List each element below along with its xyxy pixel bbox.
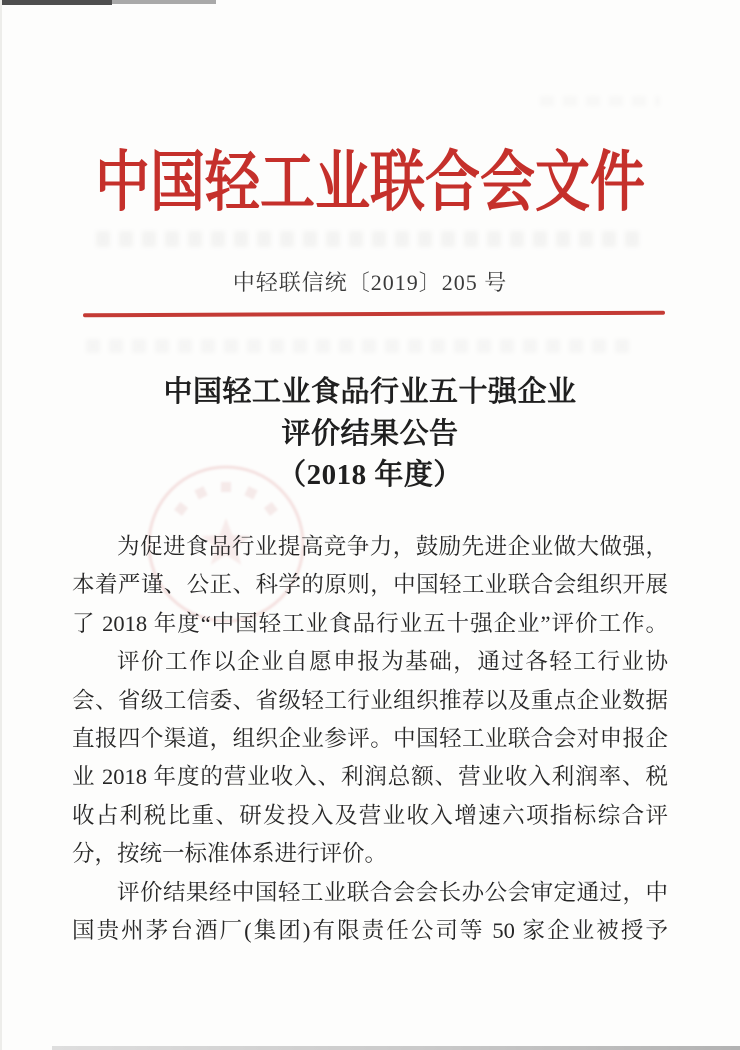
red-separator-line xyxy=(83,311,665,318)
document-header-title: 中国轻工业联合会文件 xyxy=(94,145,645,219)
body-text-line: 本着严谨、公正、科学的原则，中国轻工业联合会组织开展 xyxy=(72,572,668,598)
body-text-line: 收占利税比重、研发投入及营业收入增速六项指标综合评 xyxy=(72,802,668,828)
body-text-line: 评价结果经中国轻工业联合会会长办公会审定通过，中 xyxy=(117,879,668,905)
bleed-through-ghost xyxy=(96,231,641,247)
body-text-line: 业 2018 年度的营业收入、利润总额、营业收入利润率、税 xyxy=(72,764,668,790)
document-title-line-1: 中国轻工业食品行业五十强企业 xyxy=(163,376,577,408)
scan-artifact-top-gray xyxy=(112,0,216,4)
body-text-line: 分，按统一标准体系进行评价。 xyxy=(72,841,388,867)
body-text-line: 评价工作以企业自愿申报为基础，通过各轻工行业协 xyxy=(117,649,668,675)
document-number: 中轻联信统〔2019〕205 号 xyxy=(232,270,508,295)
document-title-line-2: 评价结果公告 xyxy=(281,417,459,450)
body-text-line: 为促进食品行业提高竞争力，鼓励先进企业做大做强， xyxy=(117,534,668,559)
body-text-line: 会、省级工信委、省级轻工行业组织推荐以及重点企业数据 xyxy=(72,687,668,713)
document-title xyxy=(0,372,740,497)
scan-artifact-top-dark xyxy=(0,0,112,5)
body-text-line: 国贵州茅台酒厂(集团)有限责任公司等 50 家企业被授予 xyxy=(72,918,668,944)
bleed-through-ghost xyxy=(540,96,660,106)
document-body xyxy=(72,528,668,950)
bleed-through-ghost xyxy=(86,339,638,353)
body-text-line: 直报四个渠道，组织企业参评。中国轻工业联合会对申报企 xyxy=(72,726,668,752)
scan-artifact-bottom-edge xyxy=(52,1046,740,1050)
document-title-line-3: （2018 年度） xyxy=(277,459,463,491)
body-text-line: 了 2018 年度“中国轻工业食品行业五十强企业”评价工作。 xyxy=(72,610,668,636)
